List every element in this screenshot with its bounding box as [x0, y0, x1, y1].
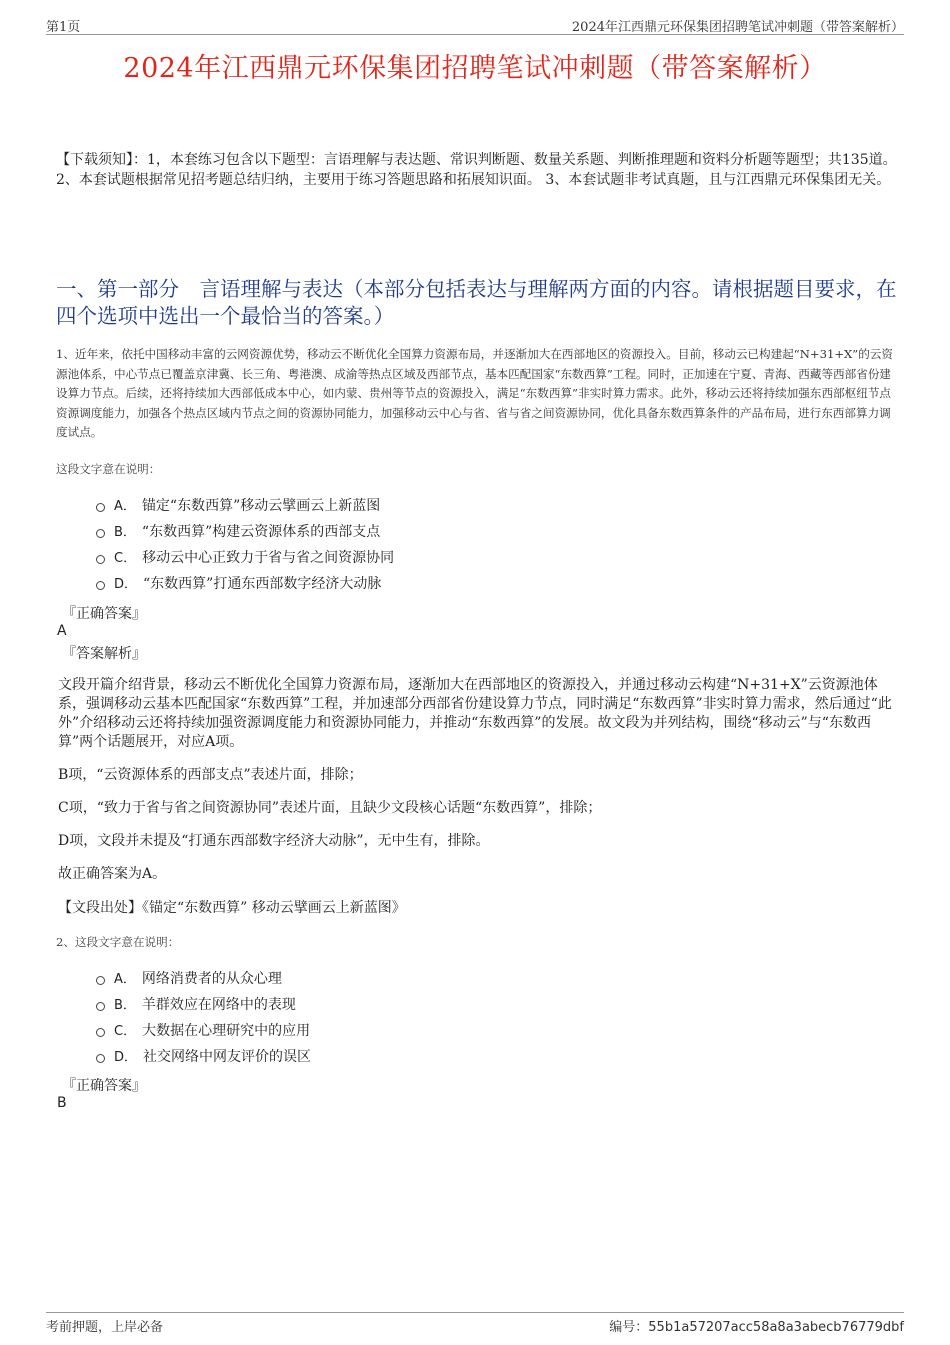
- page-header: [46, 14, 904, 35]
- q1-stem: 这段文字意在说明：: [56, 462, 161, 476]
- q2-option-b[interactable]: B． 羊群效应在网络中的表现: [96, 992, 696, 1018]
- download-notice: 【下载须知】：1，本套练习包含以下题型：言语理解与表达题、常识判断题、数量关系题、判断推理题和资料分析题等题型；共135道。 2、本套试题根据常见招考题总结归纳，主要用于练习答题思路和拓展知识面。 3、本套试题非考试真题，且与江西鼎元环保集团无关。: [56, 152, 897, 188]
- q2-stem: 2、这段文字意在说明：: [56, 935, 180, 949]
- page-number: 第1页: [46, 20, 81, 35]
- q1-answer-label: 『正确答案』: [62, 606, 146, 622]
- q1-options: [96, 493, 696, 597]
- q1-passage: 1、近年来，依托中国移动丰富的云网资源优势，移动云不断优化全国算力资源布局，并逐渐加大在西部地区的资源投入。目前，移动云已构建起“N+31+X”的云资源池体系，中心节点已覆盖京津冀、长三角、粤港澳、成渝等热点区域及西部节点，基本匹配国家“东数西算”工程。同时，正加速在宁夏、青海、西藏等西部省份建设算力节点。后续，还将持续加大西部低成本中心，如内蒙、贵州等节点的资源投入，满足“东数西算”非实时算力需求。此外，移动云还将持续加强东西部枢纽节点资源调度能力，加强各个热点区域内节点之间的资源协同能力，加强移动云中心与省、省与省之间资源协同，优化具备东数西算条件的产品布局，进行东西部算力调度试点。: [56, 347, 894, 439]
- q2-options: [96, 966, 696, 1070]
- radio-icon[interactable]: [96, 1028, 105, 1037]
- q2-answer-label: 『正确答案』: [62, 1078, 146, 1094]
- q1-option-d[interactable]: D． “东数西算”打通东西部数字经济大动脉: [96, 571, 696, 597]
- radio-icon[interactable]: [96, 1002, 105, 1011]
- q2-option-c[interactable]: C． 大数据在心理研究中的应用: [96, 1018, 696, 1044]
- footer-code: 编号：55b1a57207acc58a8a3abecb76779dbf: [609, 1320, 904, 1335]
- radio-icon[interactable]: [96, 581, 105, 590]
- q1-answer: A: [57, 623, 67, 639]
- q1-analysis-para-4: D项，文段并未提及“打通东西部数字经济大动脉”，无中生有，排除。: [58, 833, 490, 849]
- q1-option-c[interactable]: C． 移动云中心正致力于省与省之间资源协同: [96, 545, 696, 571]
- q1-source: 【文段出处】《锚定“东数西算” 移动云擘画云上新蓝图》: [58, 900, 406, 916]
- q1-analysis-label: 『答案解析』: [62, 646, 146, 662]
- footer-slogan: 考前押题，上岸必备: [46, 1320, 164, 1335]
- radio-icon[interactable]: [96, 1054, 105, 1063]
- q1-analysis-para-1: 文段开篇介绍背景，移动云不断优化全国算力资源布局，逐渐加大在西部地区的资源投入，并通过移动云构建“N+31+X”云资源池体系，强调移动云基本匹配国家“东数西算”工程，并加速部分西部省份建设算力节点，同时满足“东数西算”非实时算力需求，然后通过“此外”介绍移动云还将持续加强资源调度能力和资源协同能力，并推动“东数西算”的发展。故文段为并列结构，围绕“移动云”与“东数西算”两个话题展开，对应A项。: [58, 677, 892, 750]
- section-title: 一、第一部分 言语理解与表达（本部分包括表达与理解两方面的内容。请根据题目要求，在四个选项中选出一个最恰当的答案。）: [56, 277, 897, 328]
- q1-analysis-para-2: B项，“云资源体系的西部支点”表述片面，排除；: [58, 767, 363, 783]
- page-footer: [46, 1312, 904, 1335]
- radio-icon[interactable]: [96, 976, 105, 985]
- q1-option-b[interactable]: B． “东数西算”构建云资源体系的西部支点: [96, 519, 696, 545]
- q1-analysis-para-3: C项，“致力于省与省之间资源协同”表述片面，且缺少文段核心话题“东数西算”，排除；: [58, 800, 602, 816]
- q2-option-d[interactable]: D． 社交网络中网友评价的误区: [96, 1044, 696, 1070]
- q1-analysis-para-5: 故正确答案为A。: [58, 866, 167, 882]
- q2-option-a[interactable]: A． 网络消费者的从众心理: [96, 966, 696, 992]
- q1-option-a[interactable]: A． 锚定“东数西算”移动云擘画云上新蓝图: [96, 493, 696, 519]
- header-doc-title: 2024年江西鼎元环保集团招聘笔试冲刺题（带答案解析）: [571, 20, 904, 35]
- radio-icon[interactable]: [96, 529, 105, 538]
- document-title: 2024年江西鼎元环保集团招聘笔试冲刺题（带答案解析）: [123, 53, 827, 84]
- radio-icon[interactable]: [96, 503, 105, 512]
- radio-icon[interactable]: [96, 555, 105, 564]
- q2-answer: B: [57, 1095, 67, 1111]
